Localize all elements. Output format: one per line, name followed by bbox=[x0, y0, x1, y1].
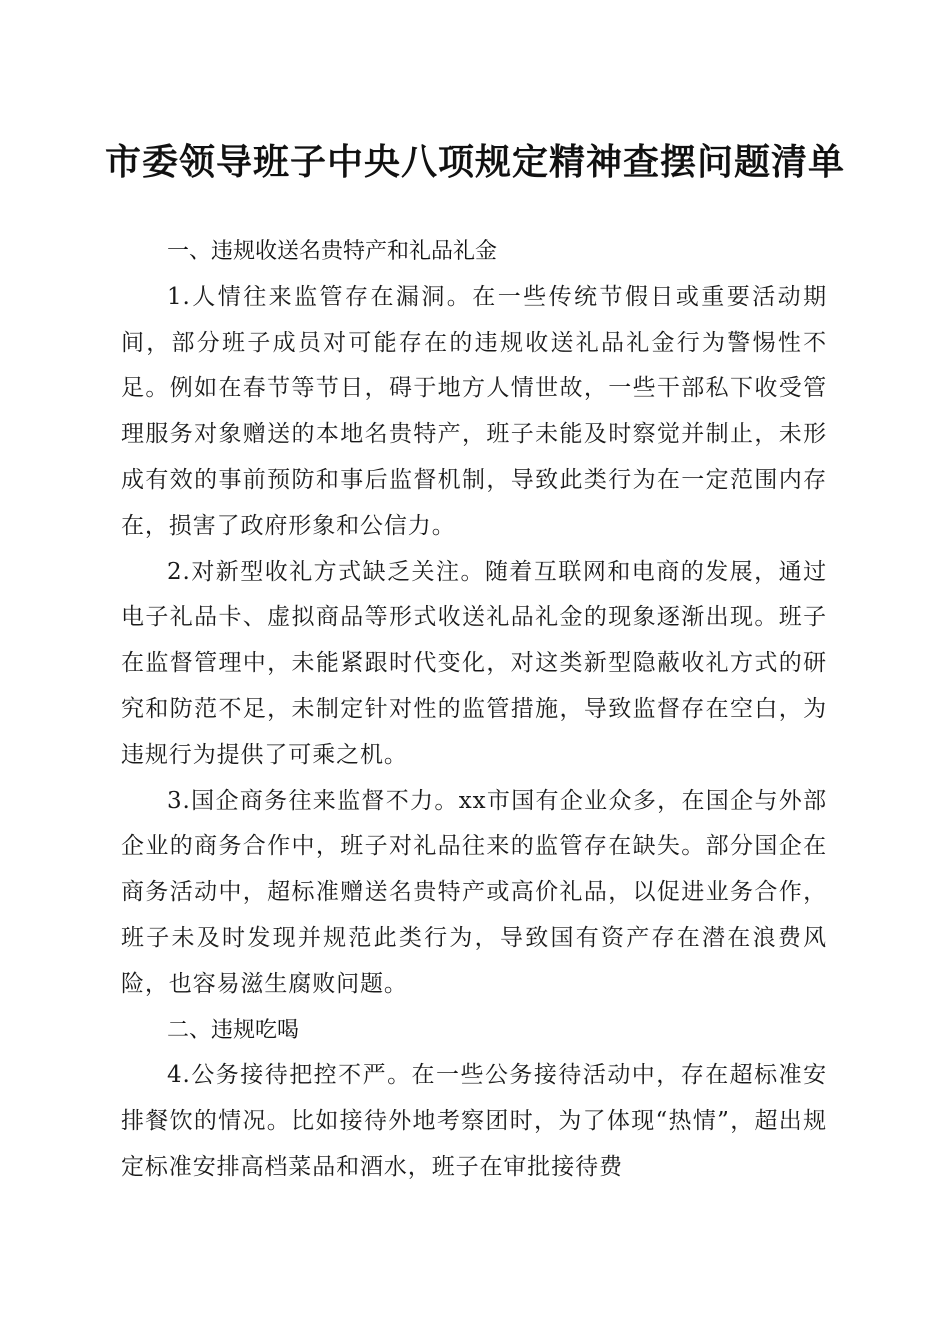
paragraph: 2.对新型收礼方式缺乏关注。随着互联网和电商的发展，通过电子礼品卡、虚拟商品等形式收送礼品礼金的现象逐渐出现。班子在监督管理中，未能紧跟时代变化，对这类新型隐蔽收礼方式的研究和防范不足，未制定针对性的监管措施，导致监督存在空白，为违规行为提供了可乘之机。 bbox=[121, 558, 827, 768]
paragraph: 4.公务接待把控不严。在一些公务接待活动中，存在超标准安排餐饮的情况。比如接待外地考察团时，为了体现“热情”，超出规定标准安排高档菜品和酒水，班子在审批接待费 bbox=[121, 1062, 827, 1180]
document-title: 市委领导班子中央八项规定精神查摆问题清单 bbox=[104, 141, 845, 183]
section-heading: 二、违规吃喝 bbox=[167, 1017, 300, 1043]
paragraph: 1.人情往来监管存在漏洞。在一些传统节假日或重要活动期间，部分班子成员对可能存在的违规收送礼品礼金行为警惕性不足。例如在春节等节日，碍于地方人情世故，一些干部私下收受管理服务对象赠送的本地名贵特产，班子未能及时察觉并制止，未形成有效的事前预防和事后监督机制，导致此类行为在一定范围内存在，损害了政府形象和公信力。 bbox=[121, 283, 827, 539]
document-body bbox=[121, 229, 827, 1191]
section-heading: 一、违规收送名贵特产和礼品礼金 bbox=[167, 239, 498, 264]
paragraph: 3.国企商务往来监督不力。xx市国有企业众多，在国企与外部企业的商务合作中，班子对礼品往来的监管存在缺失。部分国企在商务活动中，超标准赠送名贵特产或高价礼品，以促进业务合作，班子未及时发现并规范此类行为，导致国有资产存在潜在浪费风险，也容易滋生腐败问题。 bbox=[121, 787, 827, 997]
